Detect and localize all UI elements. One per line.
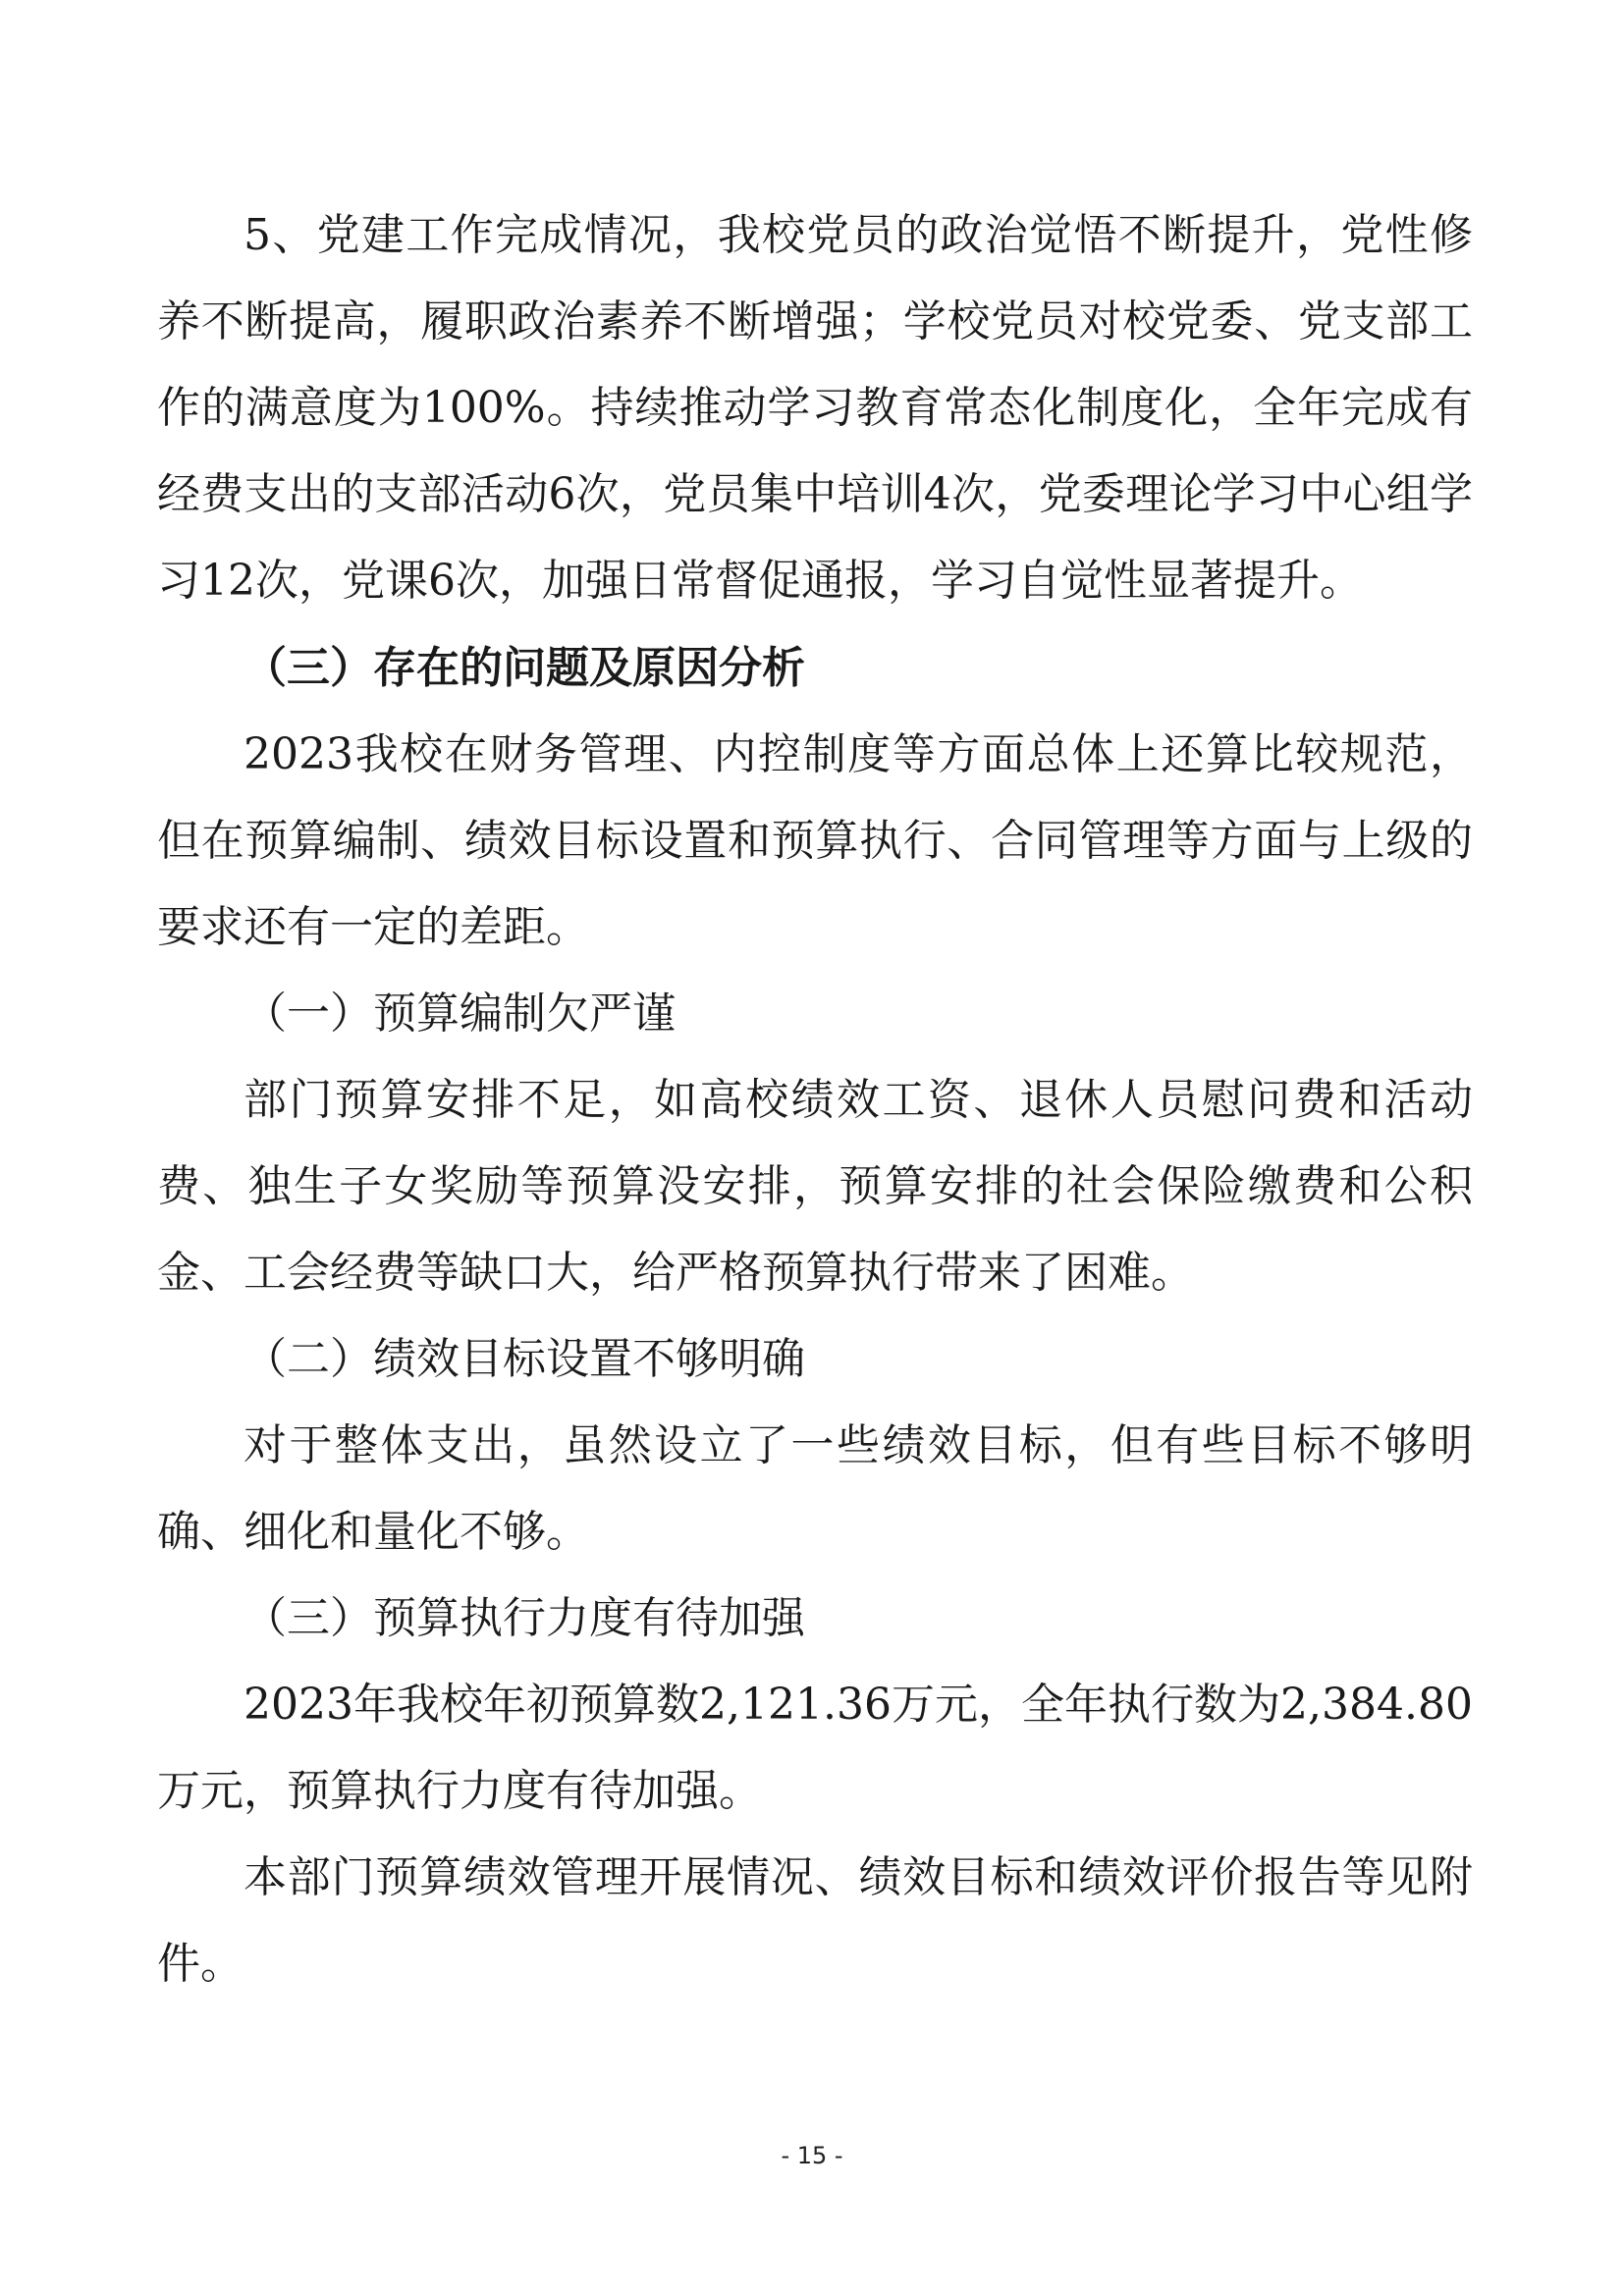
paragraph-overview: 2023我校在财务管理、内控制度等方面总体上还算比较规范，但在预算编制、绩效目标设置和预算执行、合同管理等方面与上级的要求还有一定的差距。 [157,729,1473,952]
subheading-budget-preparation: （一）预算编制欠严谨 [244,988,676,1039]
paragraph-budget-execution: 2023年我校年初预算数2,121.36万元，全年执行数为2,384.80万元，预算执行力度有待加强。 [157,1680,1473,1816]
subheading-budget-execution: （三）预算执行力度有待加强 [244,1593,805,1643]
paragraph-performance-targets: 对于整体支出，虽然设立了一些绩效目标，但有些目标不够明确、细化和量化不够。 [157,1420,1473,1557]
document-page [157,0,1473,2296]
section-heading-problems: （三）存在的问题及原因分析 [244,643,805,693]
page-number: - 15 - [781,2142,843,2169]
subheading-performance-targets: （二）绩效目标设置不够明确 [244,1334,805,1384]
paragraph-attachment-note: 本部门预算绩效管理开展情况、绩效目标和绩效评价报告等见附件。 [157,1852,1473,1989]
paragraph-budget-preparation: 部门预算安排不足，如高校绩效工资、退休人员慰问费和活动费、独生子女奖励等预算没安排，预算安排的社会保险缴费和公积金、工会经费等缺口大，给严格预算执行带来了困难。 [157,1075,1473,1298]
paragraph-party-building: 5、党建工作完成情况，我校党员的政治觉悟不断提升，党性修养不断提高，履职政治素养不断增强；学校党员对校党委、党支部工作的满意度为100%。持续推动学习教育常态化制度化，全年完成有经费支出的支部活动6次，党员集中培训4次，党委理论学习中心组学习12次，党课6次，加强日常督促通报，学习自觉性显著提升。 [157,210,1473,606]
